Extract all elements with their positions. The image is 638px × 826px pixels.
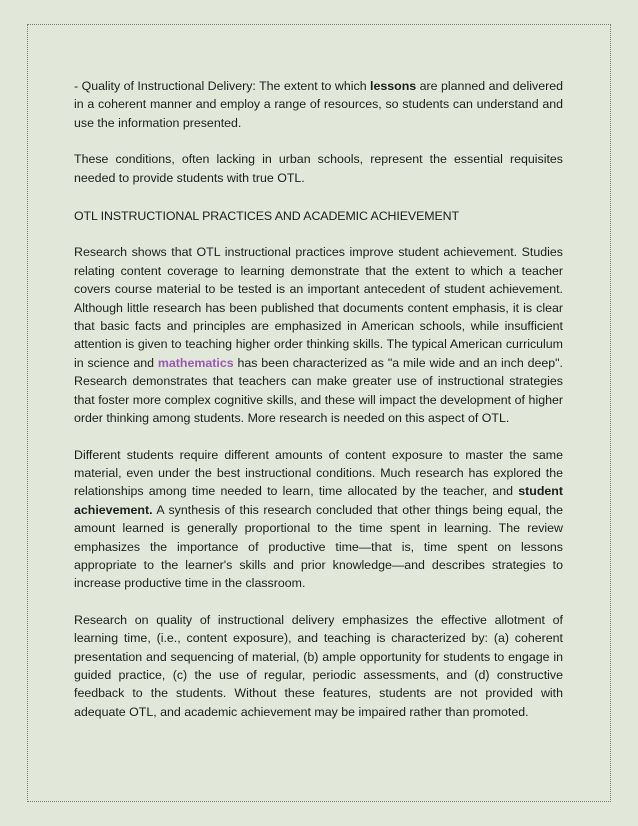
paragraph-quality-research: Research on quality of instructional delivery emphasizes the effective allotment of learning time, (i.e., content exposure), and teaching is characterized by: (a) coherent presentation and sequencing of material, (b) ample opportunity for students to engage in guided practice, (c) the use of regular, periodic assessments, and (d) constructive feedback to the students. Without these features, students are not provided with adequate OTL, and academic achievement may be impaired rather than promoted. (74, 612, 563, 719)
text-run: are planned and delivered in a coherent manner and employ a range of resources, so students can understand and use the information presented. (74, 79, 563, 130)
paragraph-quality-of-delivery (74, 77, 563, 132)
list-dash: - (74, 79, 82, 93)
text-run: has been characterized as "a mile wide and an inch deep". Research demonstrates that teachers can make greater use of instructional strategies that foster more complex cognitive skills, and these will impact the development of higher order thinking among students. More research is needed on this aspect of OTL. (74, 355, 563, 426)
text-run: Quality of Instructional Delivery: The extent to which (81, 79, 371, 93)
section-heading: OTL INSTRUCTIONAL PRACTICES AND ACADEMIC ACHIEVEMENT (74, 209, 459, 224)
text-run: A synthesis of this research concluded that other things being equal, the amount learned is generally proportional to the time spent in learning. The review emphasizes the importance of productive time—that is, time spent on lessons appropriate to the learner's skills and prior knowledge—and describes strategies to increase productive time in the classroom. (74, 502, 563, 591)
paragraph-research-shows (74, 243, 563, 427)
mathematics-link[interactable]: mathematics (157, 355, 234, 370)
text-run: Different students require different amounts of content exposure to master the same material, even under the best instructional conditions. Much research has explored the relationships among time needed to learn, time allocated by the teacher, and (74, 447, 563, 499)
document-body (74, 77, 563, 739)
paragraph-conditions: These conditions, often lacking in urban schools, represent the essential requisites needed to provide students with true OTL. (74, 152, 563, 185)
paragraph-different-students (74, 446, 563, 593)
text-run: Research shows that OTL instructional practices improve student achievement. Studies relating content coverage to learning demonstrate that the extent to which a teacher covers course material to be tested is an important antecedent of student achievement. Although little research has been published that documents content emphasis, it is clear that basic facts and principles are emphasized in American schools, while insufficient attention is given to teaching higher order thinking skills. The typical American curriculum in science and (74, 245, 563, 370)
bold-term-student-achievement: student achievement. (74, 484, 563, 517)
bold-term-lessons: lessons (370, 79, 417, 93)
